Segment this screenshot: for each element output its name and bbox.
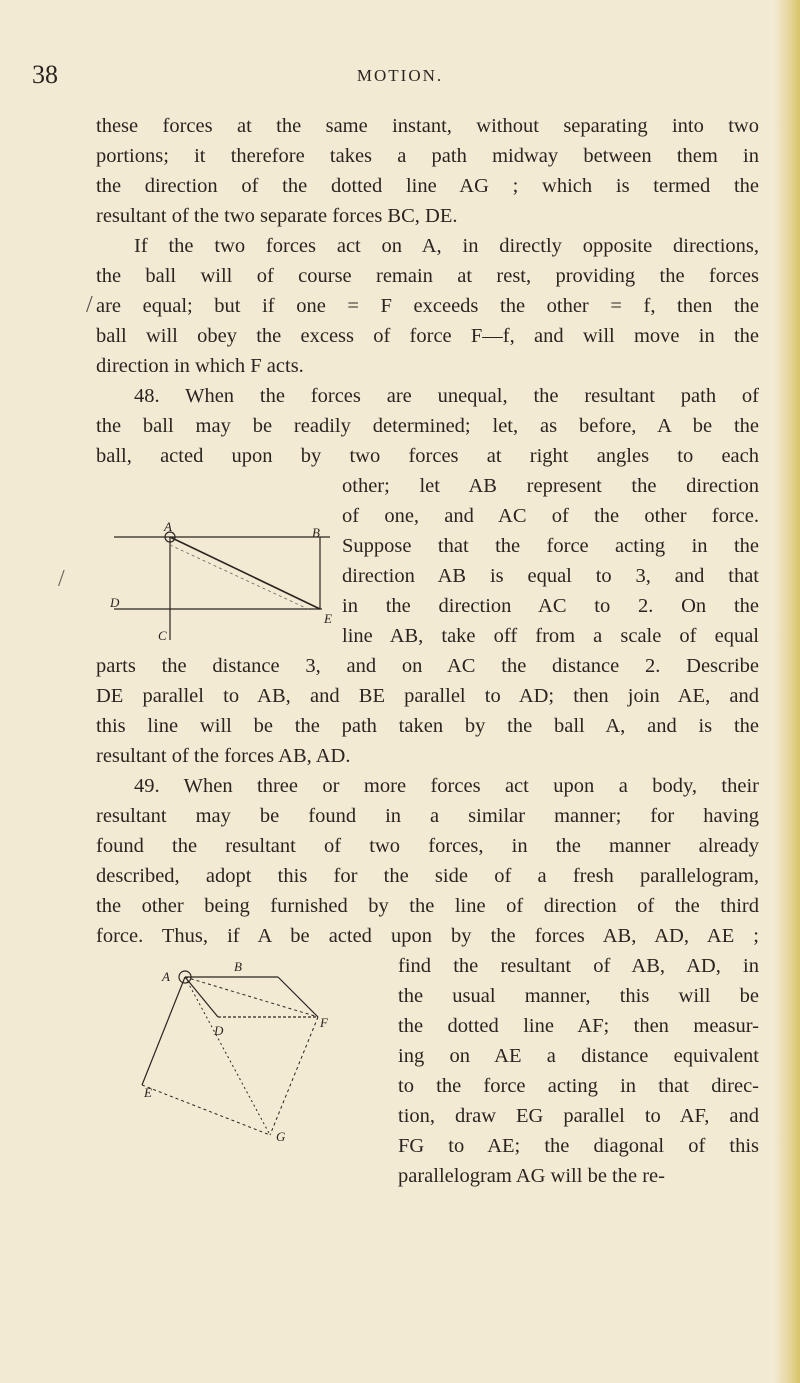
line-eg xyxy=(142,1085,270,1135)
text-line: direction in which F acts. xyxy=(96,355,304,377)
text-line: 48. When the forces are unequal, the resultant path of xyxy=(134,385,759,407)
text-line: the usual manner, this will be xyxy=(398,985,759,1007)
text-line: the direction of the dotted line AG ; which is termed the xyxy=(96,175,759,197)
text-line: parallelogram AG will be the re- xyxy=(398,1165,665,1187)
text-line: the ball will of course remain at rest, providing the forces xyxy=(96,265,759,287)
text-line: resultant of the forces AB, AD. xyxy=(96,745,351,767)
label-d: D xyxy=(110,595,120,610)
line-ae xyxy=(170,537,320,609)
margin-mark: / xyxy=(86,292,93,318)
text-line: ing on AE a distance equivalent xyxy=(398,1045,759,1067)
label-b: B xyxy=(312,525,320,540)
figure-three-forces xyxy=(130,955,380,1175)
text-line: in the direction AC to 2. On the xyxy=(342,595,759,617)
page-number: 38 xyxy=(32,60,58,89)
text-line: portions; it therefore takes a path midway between them in xyxy=(96,145,759,167)
label-e: E xyxy=(324,611,332,626)
label-b: B xyxy=(234,959,242,974)
margin-mark: / xyxy=(58,566,65,592)
text-line: these forces at the same instant, without separating into two xyxy=(96,115,759,137)
text-line: ball will obey the excess of force F—f, and will move in the xyxy=(96,325,759,347)
text-line: Suppose that the force acting in the xyxy=(342,535,759,557)
text-line: ball, acted upon by two forces at right angles to each xyxy=(96,445,759,467)
text-line: direction AB is equal to 3, and that xyxy=(342,565,759,587)
line-dotted xyxy=(170,545,308,609)
text-line: the dotted line AF; then measur- xyxy=(398,1015,759,1037)
figure-right-angle-forces xyxy=(100,475,335,650)
running-head: MOTION. xyxy=(356,66,444,85)
text-line: 49. When three or more forces act upon a body, their xyxy=(134,775,759,797)
line-ag xyxy=(185,977,270,1135)
text-line: are equal; but if one = F exceeds the other = f, then the xyxy=(96,295,759,317)
text-line: line AB, take off from a scale of equal xyxy=(342,625,759,647)
label-a: A xyxy=(162,969,170,984)
text-line: described, adopt this for the side of a fresh parallelogram, xyxy=(96,865,759,887)
text-line: force. Thus, if A be acted upon by the forces AB, AD, AE ; xyxy=(96,925,759,947)
text-line: this line will be the path taken by the ball A, and is the xyxy=(96,715,759,737)
text-line: resultant of the two separate forces BC, DE. xyxy=(96,205,458,227)
text-line: FG to AE; the diagonal of this xyxy=(398,1135,759,1157)
page-header xyxy=(0,60,800,90)
page-edge xyxy=(774,0,800,1383)
line-fg xyxy=(270,1017,318,1135)
text-line: to the force acting in that direc- xyxy=(398,1075,759,1097)
line-bf xyxy=(278,977,318,1017)
line-ad xyxy=(185,977,218,1017)
text-line: the other being furnished by the line of direction of the third xyxy=(96,895,759,917)
text-line: parts the distance 3, and on AC the distance 2. Describe xyxy=(96,655,759,677)
text-line: found the resultant of two forces, in the manner already xyxy=(96,835,759,857)
label-a: A xyxy=(164,519,172,534)
text-line: other; let AB represent the direction xyxy=(342,475,759,497)
text-line: find the resultant of AB, AD, in xyxy=(398,955,759,977)
text-line: If the two forces act on A, in directly opposite directions, xyxy=(134,235,759,257)
line-ae xyxy=(142,977,185,1085)
label-g: G xyxy=(276,1129,286,1144)
text-line: resultant may be found in a similar manner; for having xyxy=(96,805,759,827)
label-d: D xyxy=(214,1023,224,1038)
label-f: F xyxy=(320,1015,328,1030)
label-c: C xyxy=(158,628,167,643)
text-line: DE parallel to AB, and BE parallel to AD; then join AE, and xyxy=(96,685,759,707)
text-line: of one, and AC of the other force. xyxy=(342,505,759,527)
label-e: E xyxy=(144,1085,152,1100)
text-line: tion, draw EG parallel to AF, and xyxy=(398,1105,759,1127)
text-line: the ball may be readily determined; let, as before, A be the xyxy=(96,415,759,437)
